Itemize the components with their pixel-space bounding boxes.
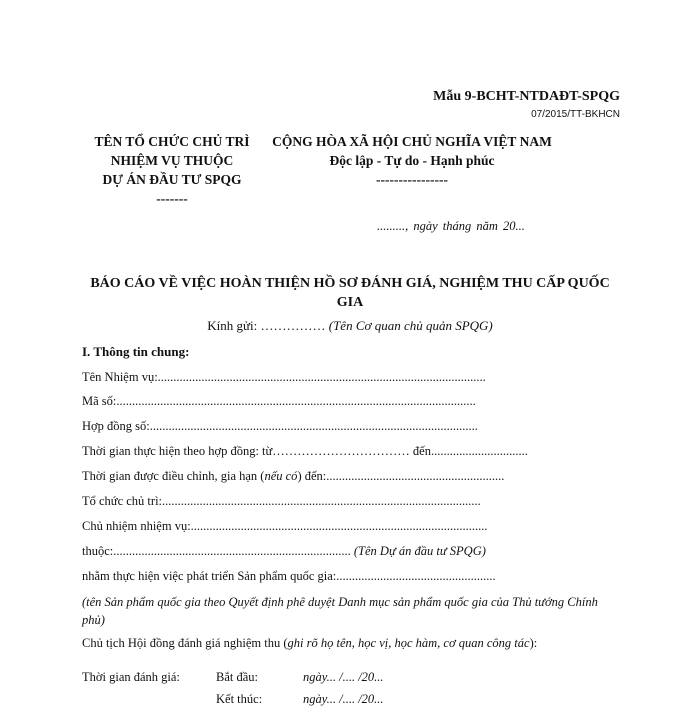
belongs-project: (Tên Dự án đầu tư SPQG) [353, 544, 486, 558]
council-close: ): [529, 636, 538, 650]
dateline: ........., ngày tháng năm 20... [377, 219, 525, 233]
field-host-organization: Tổ chức chủ trì:...................................................................................................... [82, 494, 481, 508]
council-label: Chủ tịch Hội đồng đánh giá nghiệm thu ( [82, 636, 288, 650]
section-heading: I. Thông tin chung: [82, 344, 190, 359]
form-code: Mẫu 9-BCHT-NTDAĐT-SPQG [433, 89, 620, 104]
org-line-1: TÊN TỔ CHỨC CHỦ TRÌ [94, 134, 250, 149]
org-rule: ------- [156, 191, 188, 206]
org-line-3: DỰ ÁN ĐẦU TƯ SPQG [102, 172, 242, 187]
recipient-target: (Tên Cơ quan chủ quản SPQG) [328, 318, 493, 333]
field-purpose: nhằm thực hiện việc phát triển Sản phẩm quốc gia:................................................... [82, 569, 496, 583]
field-belongs-to [82, 544, 486, 559]
end-value: ngày... /.... /20... [303, 692, 384, 706]
field-contract-period: Thời gian thực hiện theo hợp đồng: từ…………………………… đến............................... [82, 444, 528, 458]
start-value: ngày... /.... /20... [303, 670, 384, 684]
field-task-leader: Chủ nhiệm nhiệm vụ:............................................................................................... [82, 519, 488, 533]
start-label: Bắt đầu: [216, 670, 259, 684]
org-line-2: NHIỆM VỤ THUỘC [110, 153, 234, 168]
field-contract-number: Hợp đồng số:......................................................................................................... [82, 419, 478, 433]
eval-time-label: Thời gian đánh giá: [82, 670, 180, 684]
republic-name: CỘNG HÒA XÃ HỘI CHỦ NGHĨA VIỆT NAM [272, 134, 552, 149]
field-council-chair [82, 636, 537, 651]
motto: Độc lập - Tự do - Hạnh phúc [329, 153, 495, 168]
republic-block [262, 132, 562, 189]
field-code: Mã số:................................................................................................................... [82, 394, 476, 408]
end-label: Kết thúc: [216, 692, 263, 706]
adjusted-label: Thời gian được điều chỉnh, gia hạn ( [82, 469, 265, 483]
adjusted-dots: ) đến:......................................................... [297, 469, 505, 483]
report-title: BÁO CÁO VỀ VIỆC HOÀN THIỆN HỒ SƠ ĐÁNH GIÁ, NGHIỆM THU CẤP QUỐC GIA [90, 276, 610, 310]
field-adjusted-period [82, 469, 504, 484]
product-note: (tên Sản phẩm quốc gia theo Quyết định phê duyệt Danh mục sản phẩm quốc gia của Thủ tướng Chính phủ) [82, 595, 598, 627]
council-instruction: ghi rõ họ tên, học vị, học hàm, cơ quan công tác [287, 636, 530, 650]
motto-rule: ---------------- [376, 172, 448, 187]
org-block [82, 132, 262, 208]
recipient-line [80, 318, 620, 334]
recipient-label: Kính gửi: …………… [207, 318, 329, 333]
adjusted-optional: nếu có [264, 469, 298, 483]
field-task-name: Tên Nhiệm vụ:......................................................................................................... [82, 370, 486, 384]
circular-number: 07/2015/TT-BKHCN [531, 109, 620, 120]
belongs-label: thuộc:............................................................................ [82, 544, 354, 558]
